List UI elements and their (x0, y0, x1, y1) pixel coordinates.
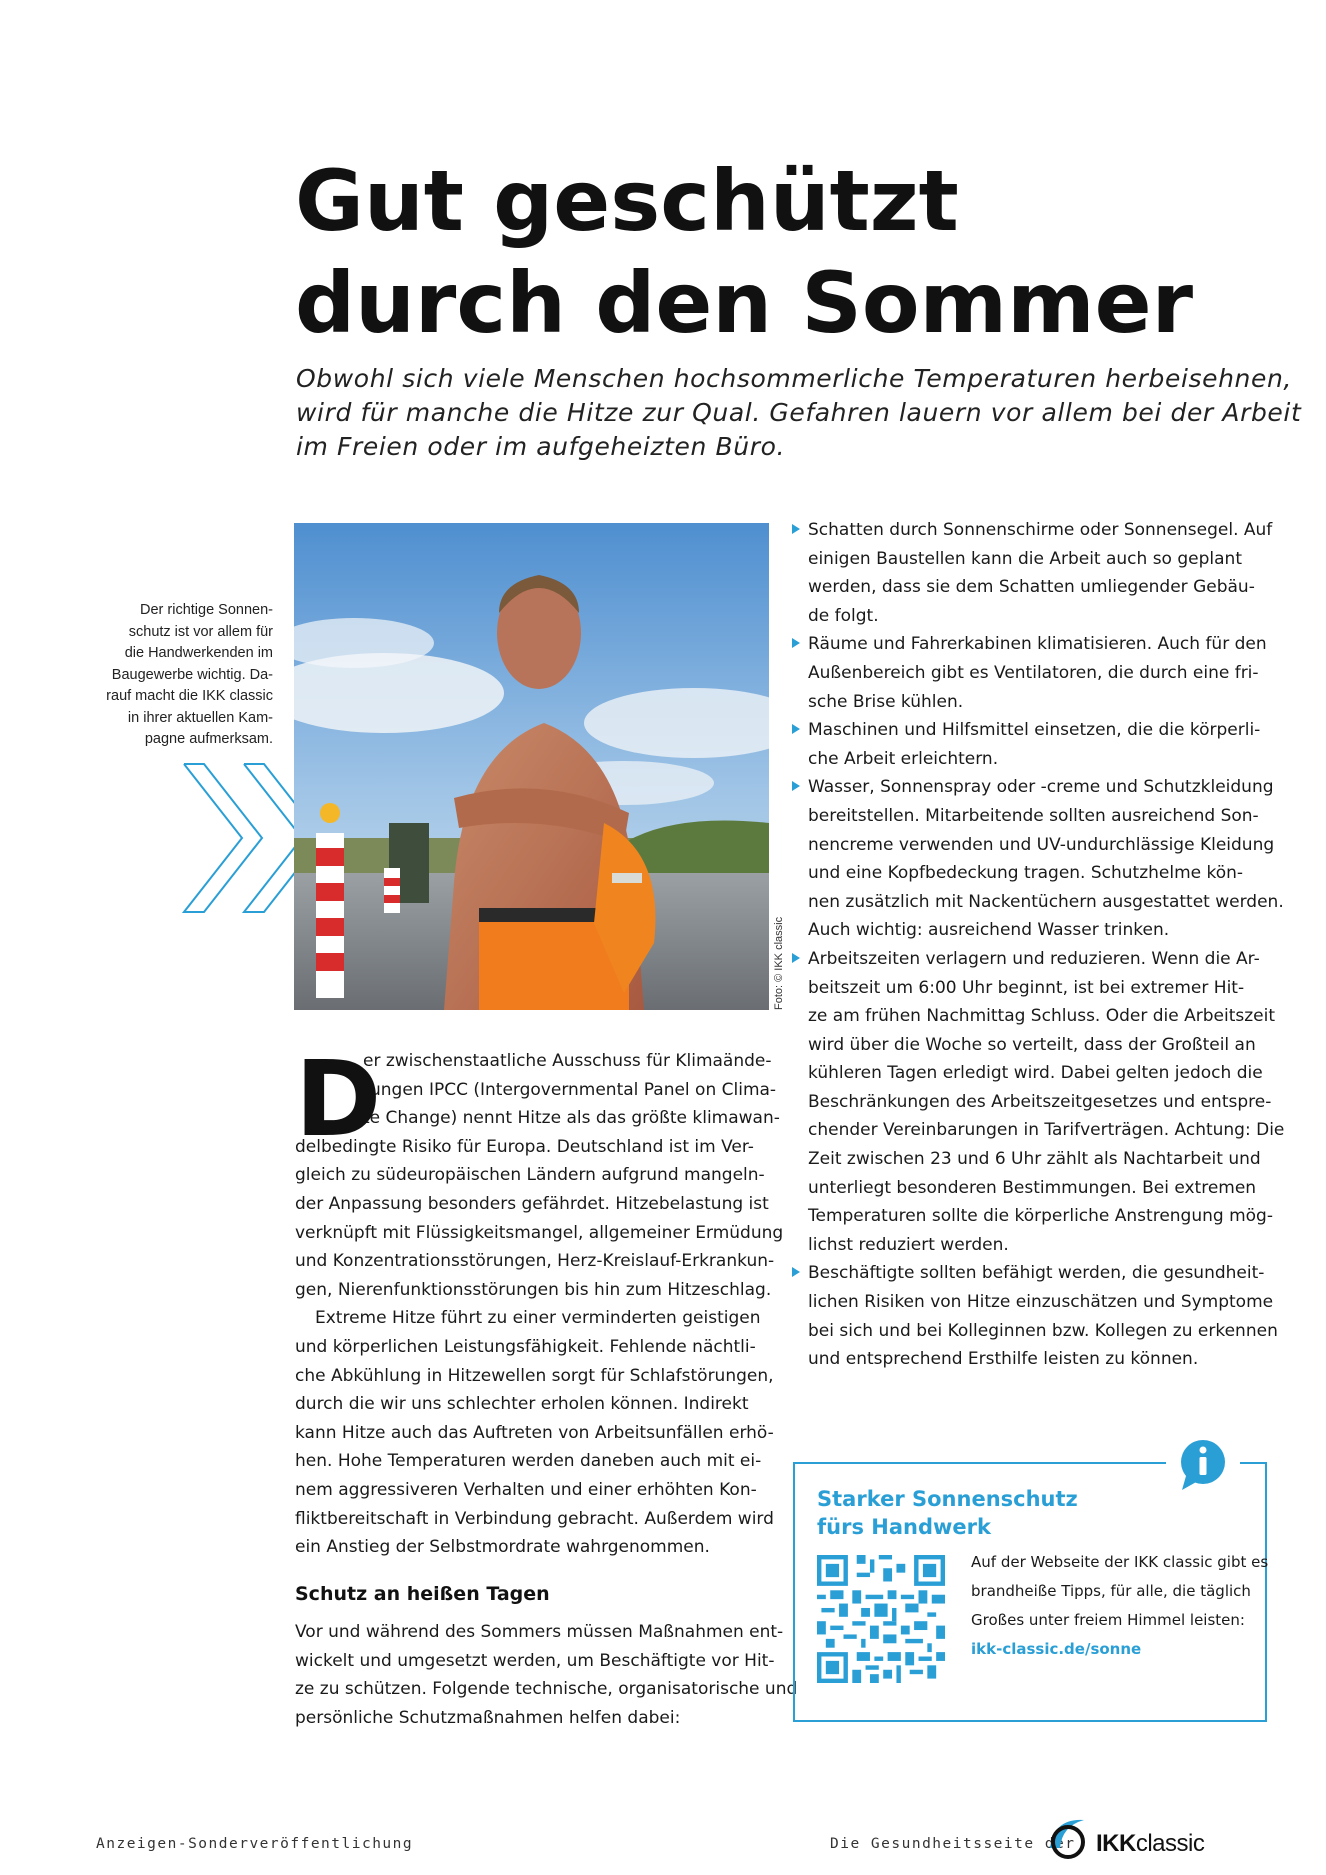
list-line: Arbeitszeiten verlagern und reduzieren. Wenn die Ar- (808, 948, 1260, 969)
list-line: lichst reduziert werden. (808, 1234, 1009, 1255)
footer-source: Die Gesundheitsseite der (830, 1836, 1076, 1852)
info-title-line: fürs Handwerk (817, 1515, 991, 1539)
list-item (792, 945, 1292, 1260)
list-line: wird über die Woche so verteilt, dass der Großteil an (808, 1034, 1256, 1055)
ikk-logo-icon (1042, 1812, 1102, 1862)
body-line: wickelt und umgesetzt werden, um Beschäftigte vor Hit- (295, 1650, 775, 1671)
body-line: und Konzentrationsstörungen, Herz-Kreislauf-Erkrankun- (295, 1251, 775, 1272)
list-line: werden, dass sie dem Schatten umliegender Gebäu- (808, 577, 1255, 598)
list-item (792, 716, 1292, 773)
list-line: de folgt. (808, 605, 879, 626)
list-line: nencreme verwenden und UV-undurchlässige Kleidung (808, 834, 1275, 855)
bullet-triangle-icon (792, 1267, 800, 1277)
body-line: fliktbereitschaft in Verbindung gebracht. Außerdem wird (295, 1508, 774, 1529)
photo-caption (95, 600, 273, 751)
info-text-line: Großes unter freiem Himmel leisten: (971, 1611, 1245, 1629)
list-line: und eine Kopfbedeckung tragen. Schutzhelme kön- (808, 863, 1244, 884)
body-line: er zwischenstaatliche Ausschuss für Klimaände- (363, 1051, 772, 1071)
ikk-logo-text (1096, 1830, 1204, 1858)
info-box-text (971, 1548, 1268, 1664)
body-line: te Change) nennt Hitze als das größte klimawan- (363, 1108, 780, 1129)
list-item (792, 773, 1292, 945)
title-line: Gut geschützt (295, 152, 959, 250)
list-line: Räume und Fahrerkabinen klimatisieren. Auch für den (808, 634, 1267, 655)
dropcap: D (295, 1038, 382, 1160)
bullet-triangle-icon (792, 781, 800, 791)
lead-line: wird für manche die Hitze zur Qual. Gefahren lauern vor allem bei der Arbeit (296, 398, 1302, 427)
body-line: persönliche Schutzmaßnahmen helfen dabei: (295, 1707, 681, 1728)
body-line: verknüpft mit Flüssigkeitsmangel, allgemeiner Ermüdung (295, 1222, 784, 1243)
list-line: che Arbeit erleichtern. (808, 748, 999, 769)
list-line: bereitstellen. Mitarbeitende sollten ausreichend Son- (808, 805, 1259, 826)
list-line: sche Brise kühlen. (808, 691, 964, 712)
list-line: beitszeit um 6:00 Uhr beginnt, ist bei extremer Hit- (808, 977, 1245, 998)
article-photo (294, 523, 769, 1010)
body-line: ein Anstieg der Selbstmordrate wahrgenommen. (295, 1537, 710, 1558)
body-line: und körperlichen Leistungsfähigkeit. Fehlende nächtli- (295, 1336, 756, 1357)
article-title (295, 150, 1195, 354)
list-item (792, 516, 1292, 630)
info-link[interactable]: ikk-classic.de/sonne (971, 1640, 1142, 1658)
caption-line: rauf macht die IKK classic (106, 688, 273, 704)
list-line: unterliegt besonderen Bestimmungen. Bei extremen (808, 1177, 1257, 1198)
body-line: gleich zu südeuropäischen Ländern aufgrund mangeln- (295, 1165, 765, 1186)
photo-credit: Foto: © IKK classic (773, 916, 785, 1010)
article-body (295, 1038, 784, 1562)
list-line: Maschinen und Hilfsmittel einsetzen, die die körperli- (808, 720, 1261, 741)
list-item (792, 1259, 1292, 1373)
info-text-line: brandheiße Tipps, für alle, die täglich (971, 1582, 1251, 1600)
info-icon (1176, 1436, 1230, 1494)
info-text-line: Auf der Webseite der IKK classic gibt es (971, 1553, 1269, 1571)
bullet-triangle-icon (792, 953, 800, 963)
list-line: Außenbereich gibt es Ventilatoren, die durch eine fri- (808, 662, 1259, 683)
list-item (792, 630, 1292, 716)
caption-line: Der richtige Sonnen- (140, 602, 273, 618)
bullet-triangle-icon (792, 724, 800, 734)
body-line: der Anpassung besonders gefährdet. Hitzebelastung ist (295, 1193, 769, 1214)
list-line: ze am frühen Nachmittag Schluss. Oder die Arbeitszeit (808, 1006, 1276, 1027)
caption-line: die Handwerkenden im (124, 645, 273, 661)
caption-line: pagne aufmerksam. (144, 731, 273, 747)
bullet-triangle-icon (792, 524, 800, 534)
body-line: ze zu schützen. Folgende technische, organisatorische und (295, 1679, 798, 1700)
body-line: durch die wir uns schlechter erholen können. Indirekt (295, 1394, 749, 1415)
measures-list (792, 516, 1292, 1374)
body-line: hen. Hohe Temperaturen werden daneben auch mit ei- (295, 1451, 762, 1472)
caption-line: in ihrer aktuellen Kam- (127, 709, 273, 726)
lead-line: im Freien oder im aufgeheizten Büro. (296, 432, 786, 461)
caption-line: Baugewerbe wichtig. Da- (111, 666, 273, 683)
qr-code-icon[interactable] (817, 1555, 945, 1683)
logo-bold: IKK (1096, 1830, 1136, 1857)
section-heading: Schutz an heißen Tagen (295, 1583, 550, 1605)
body-line: Vor und während des Sommers müssen Maßnahmen ent- (295, 1622, 784, 1642)
logo-light: classic (1135, 1830, 1205, 1857)
section-body (295, 1618, 798, 1732)
info-title-line: Starker Sonnenschutz (817, 1487, 1078, 1511)
list-line: einigen Baustellen kann die Arbeit auch so geplant (808, 548, 1242, 569)
body-line: delbedingte Risiko für Europa. Deutschland ist im Ver- (295, 1136, 754, 1157)
list-line: Wasser, Sonnenspray oder -creme und Schutzkleidung (808, 777, 1274, 798)
body-line: nem aggressiveren Verhalten und einer erhöhten Kon- (295, 1479, 757, 1500)
list-line: chender Vereinbarungen in Tarifverträgen. Achtung: Die (808, 1120, 1285, 1141)
bullet-triangle-icon (792, 638, 800, 648)
list-line: Beschränkungen des Arbeitszeitgesetzes und entspre- (808, 1091, 1272, 1112)
list-line: Temperaturen sollte die körperliche Anstrengung mög- (808, 1206, 1273, 1227)
list-line: lichen Risiken von Hitze einzuschätzen und Symptome (808, 1292, 1274, 1313)
list-line: Auch wichtig: ausreichend Wasser trinken. (808, 920, 1170, 941)
caption-line: schutz ist vor allem für (128, 623, 273, 640)
list-line: Zeit zwischen 23 und 6 Uhr zählt als Nachtarbeit und (808, 1149, 1261, 1170)
list-line: bei sich und bei Kolleginnen bzw. Kollegen zu erkennen (808, 1320, 1278, 1341)
list-line: kühleren Tagen erledigt wird. Dabei gelten jedoch die (808, 1063, 1263, 1084)
list-line: nen zusätzlich mit Nackentüchern ausgestattet werden. (808, 891, 1284, 912)
body-line: rungen IPCC (Intergovernmental Panel on Clima- (363, 1079, 777, 1100)
info-box-title (817, 1485, 1078, 1541)
title-line: durch den Sommer (295, 254, 1193, 352)
list-line: Beschäftigte sollten befähigt werden, die gesundheit- (808, 1263, 1265, 1284)
lead-line: Obwohl sich viele Menschen hochsommerliche Temperaturen herbeisehnen, (296, 364, 1292, 393)
footer-label: Anzeigen-Sonderveröffentlichung (96, 1836, 414, 1852)
body-line: che Abkühlung in Hitzewellen sorgt für Schlafstörungen, (295, 1365, 774, 1386)
article-lead (296, 362, 1302, 464)
list-line: und entsprechend Ersthilfe leisten zu können. (808, 1349, 1199, 1370)
body-line: kann Hitze auch das Auftreten von Arbeitsunfällen erhö- (295, 1422, 774, 1443)
list-line: Schatten durch Sonnenschirme oder Sonnensegel. Auf (808, 520, 1273, 540)
body-line: gen, Nierenfunktionsstörungen bis hin zum Hitzeschlag. (295, 1279, 772, 1300)
body-line: Extreme Hitze führt zu einer verminderten geistigen (315, 1308, 761, 1329)
